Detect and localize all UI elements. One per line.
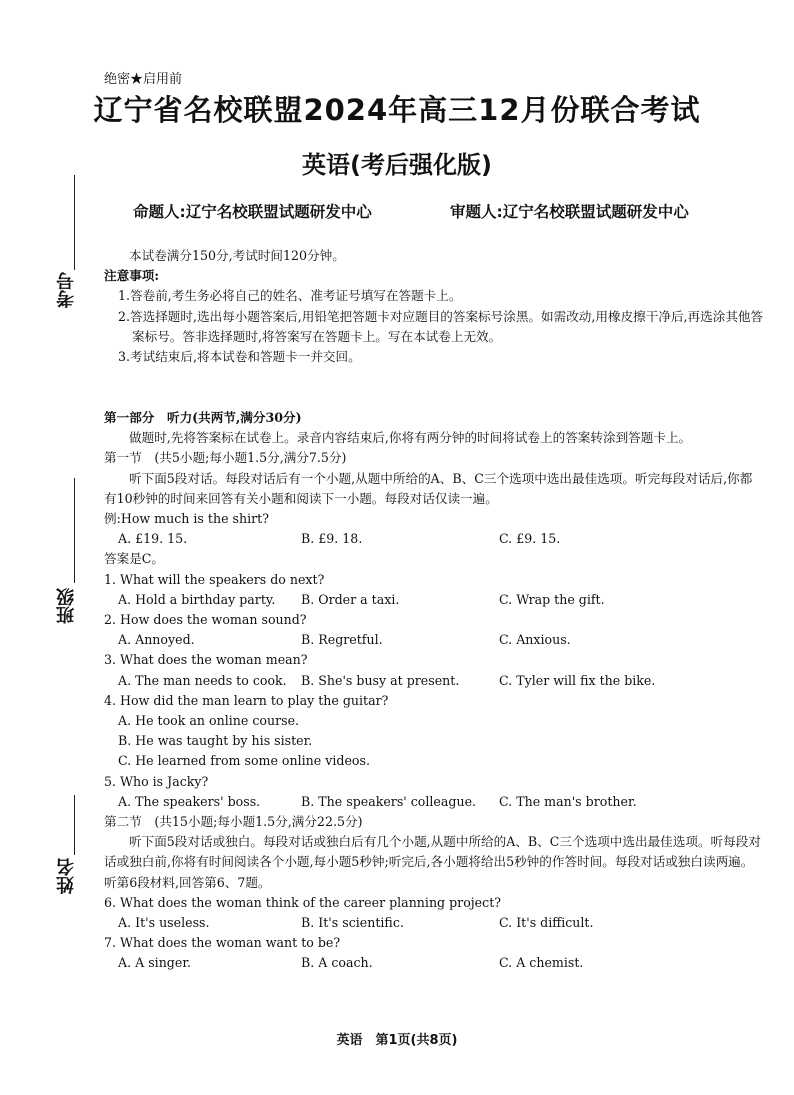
side-label-class: 班级: [56, 588, 77, 624]
question-5-options: [104, 792, 764, 812]
option-a: A. It's useless.: [118, 914, 210, 930]
option-a: A. Hold a birthday party.: [118, 591, 276, 607]
option-c: C. Anxious.: [499, 632, 571, 648]
notes-title: 注意事项:: [104, 268, 160, 284]
option-c: C. The man's brother.: [499, 793, 637, 809]
question-7-options: [104, 953, 764, 973]
option-a: A. A singer.: [118, 955, 191, 971]
option-b: B. She's busy at present.: [301, 672, 460, 688]
option-a: A. £19. 15.: [118, 531, 188, 547]
question-1: 1. What will the speakers do next?: [104, 571, 325, 587]
class-line: [74, 478, 75, 583]
option-c: C. Tyler will fix the bike.: [499, 672, 656, 688]
question-1-options: [104, 590, 764, 610]
example-options: [104, 529, 764, 549]
note-item: 3.考试结束后,将本试卷和答题卡一并交回。: [118, 349, 361, 365]
exam-info: [104, 246, 764, 367]
section1-instructions: 听下面5段对话。每段对话后有一个小题,从题中所给的A、B、C三个选项中选出最佳选项。听完每段对话后,你都有10秒钟的时间来回答有关小题和阅读下一小题。每段对话仅读一遍。: [104, 470, 753, 506]
name-line: [74, 795, 75, 855]
question-5: 5. Who is Jacky?: [104, 773, 209, 789]
exam-subtitle: 英语(考后强化版): [302, 151, 492, 179]
question-6-options: [104, 913, 764, 933]
option-a: A. He took an online course.: [118, 712, 300, 728]
option-b: B. It's scientific.: [301, 914, 404, 930]
reviewer-credit: 审题人:辽宁名校联盟试题研发中心: [450, 203, 689, 221]
material-note: 听第6段材料,回答第6、7题。: [104, 874, 271, 890]
question-4-option-c-row: [104, 751, 764, 771]
option-c: C. Wrap the gift.: [499, 591, 605, 607]
side-label-name: 姓名: [56, 858, 77, 894]
option-b: B. The speakers' colleague.: [301, 793, 477, 809]
section1-title: 第一节 (共5小题;每小题1.5分,满分7.5分): [104, 450, 347, 466]
option-b: B. £9. 18.: [301, 531, 363, 547]
section2-title: 第二节 (共15小题;每小题1.5分,满分22.5分): [104, 813, 363, 829]
question-3-options: [104, 671, 764, 691]
option-b: B. Regretful.: [301, 632, 383, 648]
option-b: B. He was taught by his sister.: [118, 733, 313, 749]
listening-part: [104, 408, 764, 974]
part1-title: 第一部分 听力(共两节,满分30分): [104, 410, 302, 425]
example-question: 例:How much is the shirt?: [104, 511, 269, 527]
author-credit: 命题人:辽宁名校联盟试题研发中心: [133, 203, 372, 221]
question-3: 3. What does the woman mean?: [104, 652, 308, 668]
part1-instructions: 做题时,先将答案标在试卷上。录音内容结束后,你将有两分钟的时间将试卷上的答案转涂到答题卡上。: [129, 430, 692, 446]
example-answer: 答案是C。: [104, 551, 165, 567]
exam-title: 辽宁省名校联盟2024年高三12月份联合考试: [93, 93, 701, 127]
question-4-option-b-row: [104, 731, 764, 751]
option-c: C. He learned from some online videos.: [118, 753, 370, 769]
option-b: B. A coach.: [301, 955, 373, 971]
option-c: C. A chemist.: [499, 955, 584, 971]
option-c: C. It's difficult.: [499, 914, 594, 930]
option-b: B. Order a taxi.: [301, 591, 400, 607]
question-4: 4. How did the man learn to play the guitar?: [104, 692, 389, 708]
option-c: C. £9. 15.: [499, 531, 561, 547]
page-footer: 英语 第1页(共8页): [336, 1033, 458, 1048]
option-a: A. The speakers' boss.: [118, 793, 261, 809]
exam-no-line: [74, 175, 75, 270]
note-item: 1.答卷前,考生务必将自己的姓名、准考证号填写在答题卡上。: [118, 288, 462, 304]
question-7: 7. What does the woman want to be?: [104, 935, 341, 951]
note-item: 2.答选择题时,选出每小题答案后,用铅笔把答题卡对应题目的答案标号涂黑。如需改动,用橡皮擦干净后,再选涂其他答案标号。答非选择题时,将答案写在答题卡上。写在本试卷上无效。: [118, 308, 764, 344]
question-2: 2. How does the woman sound?: [104, 612, 307, 627]
intro-text: 本试卷满分150分,考试时间120分钟。: [129, 248, 345, 263]
question-4-option-a-row: [104, 711, 764, 731]
question-6: 6. What does the woman think of the career planning project?: [104, 894, 502, 910]
side-label-exam-no: 考号: [56, 272, 77, 308]
confidential-mark: 绝密★启用前: [104, 72, 183, 87]
section2-instructions: 听下面5段对话或独白。每段对话或独白后有几个小题,从题中所给的A、B、C三个选项中选出最佳选项。听每段对话或独白前,你将有时间阅读各个小题,每小题5秒钟;听完后,各小题将给出5秒钟的作答时间。每段对话或独白读两遍。: [104, 834, 761, 870]
notes-list: [104, 286, 764, 367]
option-a: A. The man needs to cook.: [118, 672, 287, 688]
question-2-options: [104, 630, 764, 650]
option-a: A. Annoyed.: [118, 632, 195, 648]
